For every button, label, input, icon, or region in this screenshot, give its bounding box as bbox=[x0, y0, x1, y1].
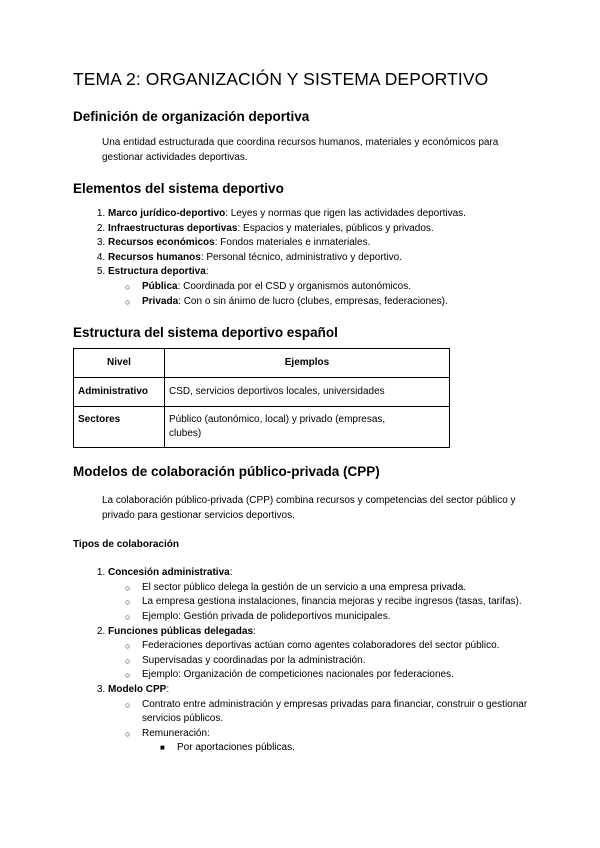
concesion-sublist bbox=[108, 581, 533, 625]
list-item: ○ La empresa gestiona instalaciones, financia mejoras y recibe ingresos (tasas, tarifas). bbox=[142, 595, 533, 610]
list-item: ○ Ejemplo: Gestión privada de polideportivos municipales. bbox=[142, 610, 533, 625]
remuneracion-sublist bbox=[142, 741, 533, 756]
list-item: 2. Infraestructuras deportivas: Espacios y materiales, públicos y privados. bbox=[108, 222, 533, 237]
heading-tipos: Tipos de colaboración bbox=[73, 539, 179, 551]
table-header: Nivel bbox=[74, 349, 165, 378]
list-item: ○ Privada: Con o sin ánimo de lucro (clubes, empresas, federaciones). bbox=[142, 295, 533, 310]
list-item: ○ Contrato entre administración y empresas privadas para financiar, construir o gestionar servicios públicos. bbox=[142, 698, 533, 727]
list-item: ○ Ejemplo: Organización de competiciones nacionales por federaciones. bbox=[142, 668, 533, 683]
list-item: 3. Recursos económicos: Fondos materiales e inmateriales. bbox=[108, 236, 533, 251]
heading-elementos: Elementos del sistema deportivo bbox=[73, 181, 284, 196]
table-header: Ejemplos bbox=[165, 349, 450, 378]
table-cell: Administrativo bbox=[74, 378, 165, 407]
definicion-text: Una entidad estructurada que coordina recursos humanos, materiales y económicos para gestionar actividades deportivas. bbox=[102, 137, 499, 163]
estructura-table bbox=[73, 348, 450, 448]
table-cell: CSD, servicios deportivos locales, universidades bbox=[165, 378, 450, 407]
list-item: 1. Concesión administrativa: ○ El sector público delega la gestión de un servicio a una empresa privada. ○ La empresa gestiona instalaciones, financia mejoras y recibe ingresos (tasas, tarifas). ○ Ejemplo: Gestión privada de polideportivos municipales. bbox=[108, 566, 533, 624]
list-item: ■ Por aportaciones públicas. bbox=[177, 741, 533, 756]
elementos-list bbox=[73, 207, 533, 309]
estructura-sublist bbox=[108, 280, 533, 309]
list-item: ○ Pública: Coordinada por el CSD y organismos autonómicos. bbox=[142, 280, 533, 295]
heading-estructura: Estructura del sistema deportivo español bbox=[73, 325, 338, 341]
table-row bbox=[74, 378, 450, 407]
heading-cpp: Modelos de colaboración público-privada (CPP) bbox=[73, 464, 380, 480]
table-row bbox=[74, 407, 450, 448]
list-item: 4. Recursos humanos: Personal técnico, administrativo y deportivo. bbox=[108, 251, 533, 266]
document-page bbox=[73, 68, 533, 756]
cpp-text: La colaboración público-privada (CPP) combina recursos y competencias del sector público y privado para gestionar servicios deportivos. bbox=[102, 495, 516, 522]
modelo-sublist bbox=[108, 698, 533, 756]
list-item: ○ Supervisadas y coordinadas por la administración. bbox=[142, 654, 533, 669]
list-item: ○ Federaciones deportivas actúan como agentes colaboradores del sector público. bbox=[142, 639, 533, 654]
list-item: 1. Marco jurídico-deportivo: Leyes y normas que rigen las actividades deportivas. bbox=[108, 207, 533, 222]
tipos-list bbox=[73, 566, 533, 756]
list-item: ○ El sector público delega la gestión de un servicio a una empresa privada. bbox=[142, 581, 533, 596]
funciones-sublist bbox=[108, 639, 533, 683]
heading-definicion: Definición de organización deportiva bbox=[73, 109, 310, 124]
list-item: 2. Funciones públicas delegadas: ○ Federaciones deportivas actúan como agentes colaboradores del sector público. ○ Supervisadas y coordinadas por la administración. ○ Ejemplo: Organización de competiciones nacionales por federaciones. bbox=[108, 625, 533, 683]
list-item: 5. Estructura deportiva: ○ Pública: Coordinada por el CSD y organismos autonómicos. ○ Privada: Con o sin ánimo de lucro (clubes, empresas, federaciones). bbox=[108, 265, 533, 309]
table-cell: Sectores bbox=[74, 407, 165, 448]
list-item: 3. Modelo CPP: ○ Contrato entre administración y empresas privadas para financiar, construir o gestionar servicios públicos. ○ Remuneración: ■ Por aportaciones públicas. bbox=[108, 683, 533, 756]
document-title: TEMA 2: ORGANIZACIÓN Y SISTEMA DEPORTIVO bbox=[73, 69, 489, 89]
table-cell: Público (autonómico, local) y privado (empresas, clubes) bbox=[165, 407, 450, 448]
list-item: ○ Remuneración: ■ Por aportaciones públicas. bbox=[142, 727, 533, 756]
